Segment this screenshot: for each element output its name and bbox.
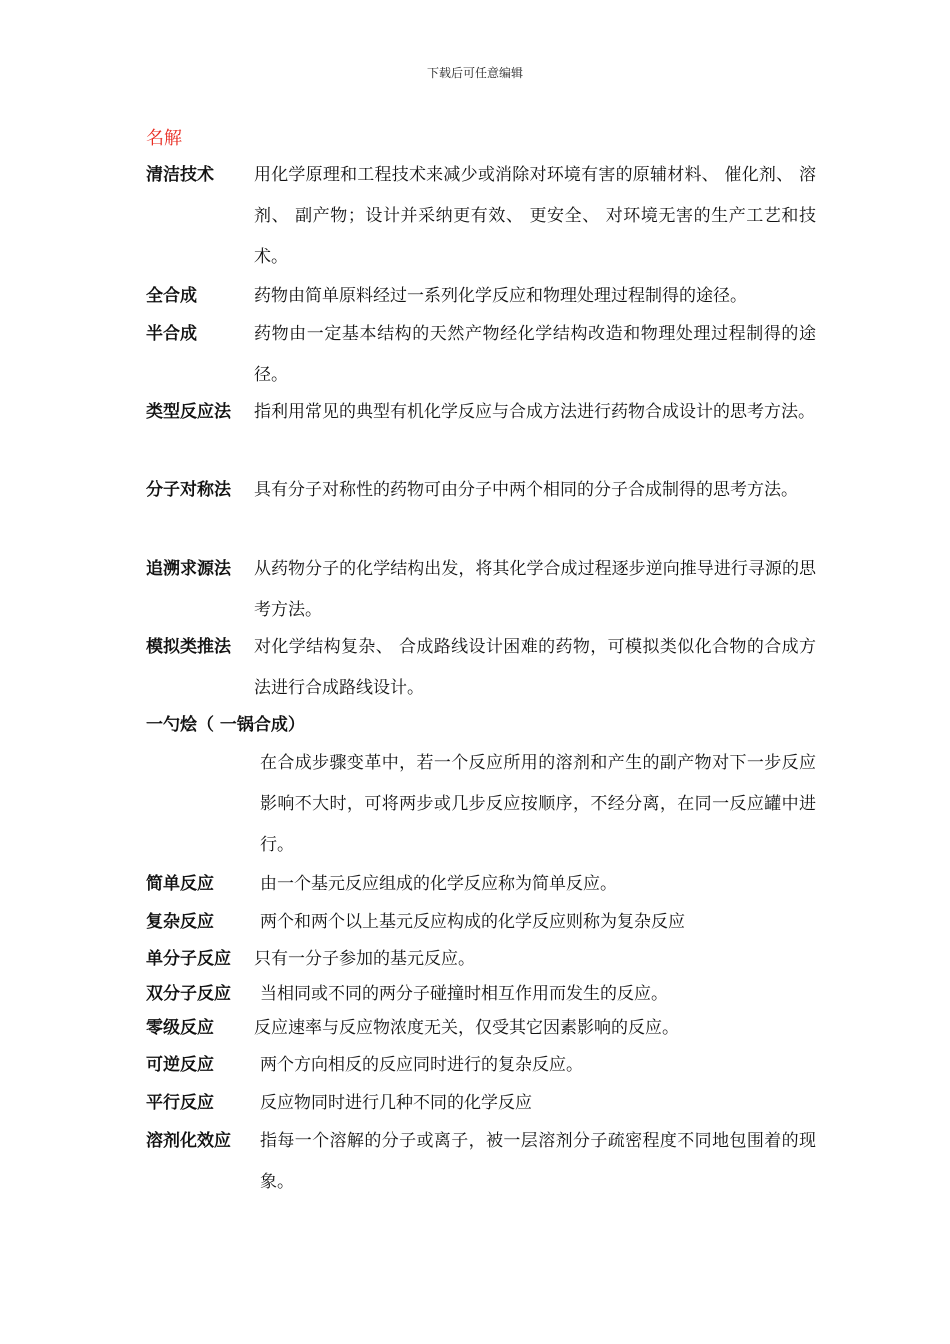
entry-term: 一勺烩（ 一锅合成） <box>146 715 305 735</box>
entry-term: 追溯求源法 <box>146 559 231 579</box>
entry-term: 简单反应 <box>146 874 214 894</box>
entry-term: 半合成 <box>146 324 197 344</box>
entry-definition: 药物由简单原料经过一系列化学反应和物理处理过程制得的途径。 <box>254 286 747 306</box>
entry-definition: 两个和两个以上基元反应构成的化学反应则称为复杂反应 <box>260 912 685 932</box>
entry-definition: 用化学原理和工程技术来减少或消除对环境有害的原辅材料、 催化剂、 溶剂、 副产物；设计并采纳更有效、 更安全、 对环境无害的生产工艺和技术。 <box>254 165 816 267</box>
entry-definition: 从药物分子的化学结构出发，将其化学合成过程逐步逆向推导进行寻源的思考方法。 <box>254 559 816 620</box>
entry-definition: 反应速率与反应物浓度无关，仅受其它因素影响的反应。 <box>254 1018 679 1038</box>
entry-term: 可逆反应 <box>146 1055 214 1075</box>
entry-definition: 对化学结构复杂、 合成路线设计困难的药物，可模拟类似化合物的合成方法进行合成路线设计。 <box>254 637 816 698</box>
entry-definition: 在合成步骤变革中，若一个反应所用的溶剂和产生的副产物对下一步反应影响不大时，可将两步或几步反应按顺序，不经分离，在同一反应罐中进行。 <box>260 753 816 855</box>
entry-term: 平行反应 <box>146 1093 214 1113</box>
entry-definition: 只有一分子参加的基元反应。 <box>254 949 475 969</box>
entry-definition: 指每一个溶解的分子或离子，被一层溶剂分子疏密程度不同地包围着的现象。 <box>260 1131 816 1192</box>
entry-definition: 由一个基元反应组成的化学反应称为简单反应。 <box>260 874 617 894</box>
entry-definition: 当相同或不同的两分子碰撞时相互作用而发生的反应。 <box>260 984 668 1004</box>
entry-term: 清洁技术 <box>146 165 214 185</box>
page-header: 下载后可任意编辑 <box>426 66 523 80</box>
entry-definition: 反应物同时进行几种不同的化学反应 <box>260 1093 532 1113</box>
entry-term: 零级反应 <box>146 1018 214 1038</box>
entry-term: 全合成 <box>146 286 197 306</box>
section-title: 名解 <box>146 128 182 149</box>
entry-term: 双分子反应 <box>146 984 231 1004</box>
entry-term: 分子对称法 <box>146 480 231 500</box>
entry-term: 模拟类推法 <box>146 637 231 657</box>
entry-definition: 两个方向相反的反应同时进行的复杂反应。 <box>260 1055 583 1075</box>
entry-term: 单分子反应 <box>146 949 231 969</box>
entry-term: 复杂反应 <box>146 912 214 932</box>
entry-definition: 具有分子对称性的药物可由分子中两个相同的分子合成制得的思考方法。 <box>254 480 798 500</box>
entry-definition: 指利用常见的典型有机化学反应与合成方法进行药物合成设计的思考方法。 <box>254 402 815 422</box>
entry-term: 溶剂化效应 <box>146 1131 231 1151</box>
entry-term: 类型反应法 <box>146 402 231 422</box>
entry-definition: 药物由一定基本结构的天然产物经化学结构改造和物理处理过程制得的途径。 <box>254 324 816 385</box>
